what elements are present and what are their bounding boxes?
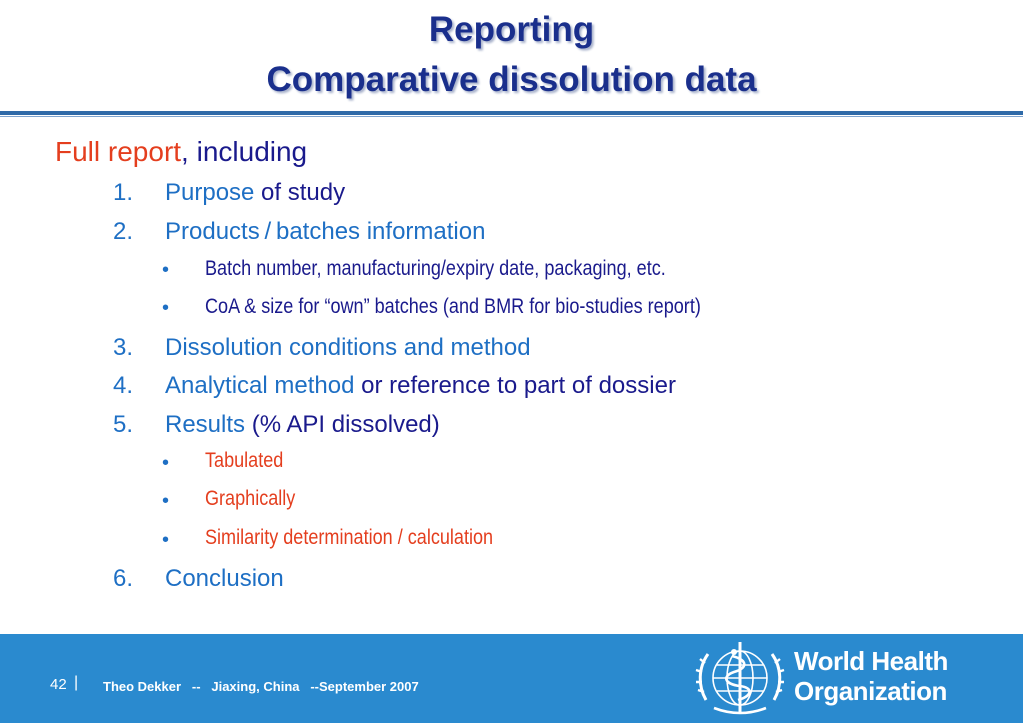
org-name-line-1: World Health: [794, 646, 948, 676]
item-highlight: Analytical method: [165, 372, 355, 399]
intro-highlight: Full report: [55, 136, 182, 167]
item-number-5: 5.: [113, 411, 134, 438]
item-highlight: Results: [165, 411, 246, 438]
footer-credit: Theo Dekker -- Jiaxing, China --September 2007: [103, 679, 419, 694]
list-item-conclusion: [165, 565, 284, 593]
title-line-2: Comparative dissolution data: [266, 60, 757, 99]
bullet-glyph: •: [162, 297, 170, 319]
list-item-analytical: [165, 372, 676, 400]
item-rest: or reference to part of dossier: [354, 372, 676, 399]
sub-item-tabulated: Tabulated: [205, 449, 284, 472]
list-item-products: [165, 218, 485, 246]
item-number-6: 6.: [113, 565, 134, 592]
item-number-1: 1.: [113, 179, 134, 206]
item-highlight: Conclusion: [165, 565, 284, 592]
title-divider-thin: [0, 116, 1023, 117]
item-number-2: 2.: [113, 218, 134, 245]
sub-item-coa: CoA & size for “own” batches (and BMR for bio-studies report): [205, 295, 701, 318]
list-item-purpose: [165, 179, 345, 207]
sub-item-batch-number: Batch number, manufacturing/expiry date, packaging, etc.: [205, 257, 666, 280]
item-number-3: 3.: [113, 334, 134, 361]
bullet-glyph: •: [162, 452, 170, 474]
item-highlight: Purpose: [165, 179, 255, 206]
item-highlight: Dissolution conditions and method: [165, 334, 531, 361]
page-separator: |: [74, 674, 79, 691]
list-item-dissolution: [165, 334, 531, 362]
who-emblem-icon: [694, 638, 786, 718]
org-name-line-2: Organization: [794, 676, 947, 706]
item-rest: (% API dissolved): [245, 411, 440, 438]
sub-item-graphically: Graphically: [205, 487, 296, 510]
item-highlight: Products / batches information: [165, 218, 486, 245]
title-line-1: Reporting: [428, 10, 595, 49]
page-number: 42: [50, 676, 67, 693]
title-divider: [0, 111, 1023, 115]
intro-rest: , including: [181, 136, 308, 167]
intro-line: [55, 136, 307, 168]
item-rest: of study: [254, 179, 346, 206]
list-item-results: [165, 411, 440, 439]
bullet-glyph: •: [162, 529, 170, 551]
item-number-4: 4.: [113, 372, 134, 399]
sub-item-similarity: Similarity determination / calculation: [205, 526, 494, 549]
bullet-glyph: •: [162, 259, 170, 281]
bullet-glyph: •: [162, 490, 170, 512]
